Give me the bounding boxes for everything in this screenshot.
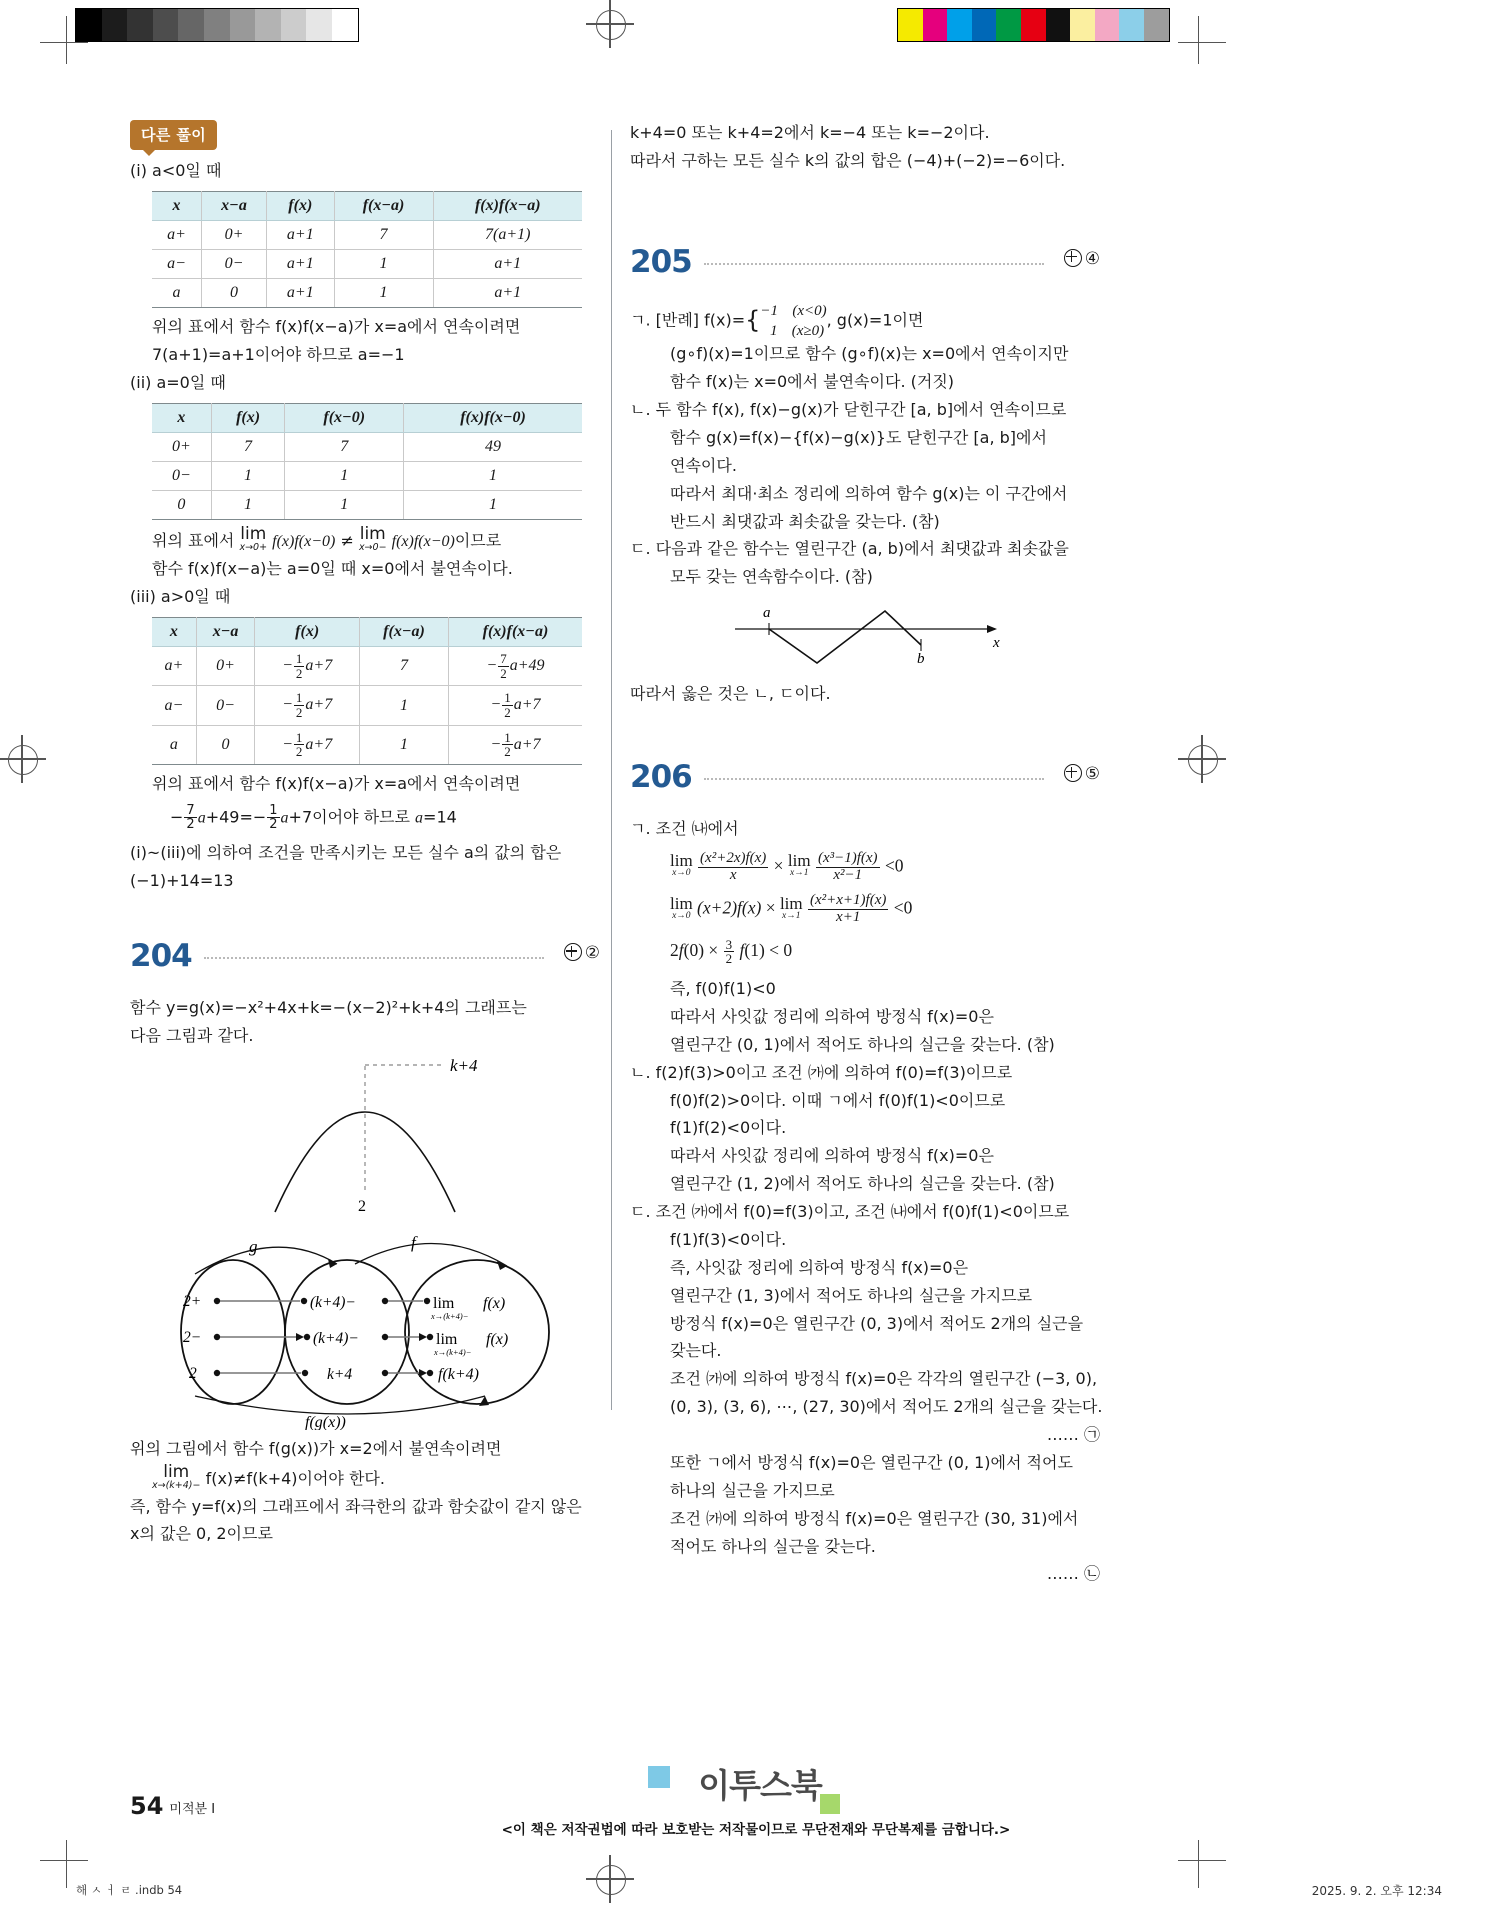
svg-text:(k+4)−: (k+4)− (313, 1329, 359, 1347)
answer-badge: ④ (1064, 249, 1100, 269)
axis-label: 2 (358, 1197, 366, 1214)
alternate-solution-badge: 다른 풀이 (130, 120, 217, 150)
answer-icon (1064, 764, 1082, 782)
p205-b-line-5: 반드시 최댓값과 최솟값을 갖는다. (참) (670, 511, 940, 531)
p206-b-line-3: f(1)f(2)<0이다. (670, 1118, 787, 1138)
table-row: a 0 a+1 1 a+1 (152, 278, 582, 307)
p204-after-4: x의 값은 0, 2이므로 (130, 1524, 273, 1544)
table-row: a+ 0+ − $\frac{1}{2}$ a+7 7 − $\frac{7}{2}$ a+49 (152, 647, 582, 686)
case-2-note-1: 위의 표에서 lim x→0+ f(x)f(x−0) ≠ lim x→0− f(x)f(x−0)이므로 (152, 523, 502, 553)
publisher-logo (660, 1760, 860, 1807)
limit-operator: lim x→0− (358, 523, 387, 553)
p206-c-line-5: 방정식 f(x)=0은 열린구간 (0, 3)에서 적어도 2개의 실근을 (670, 1313, 1084, 1333)
page-footer (130, 1792, 215, 1820)
p206-c-line-2: f(1)f(3)<0이다. (670, 1229, 787, 1249)
conclusion-line-1: (i)~(iii)에 의하여 조건을 만족시키는 모든 실수 a의 값의 합은 (130, 843, 562, 863)
table-row: a− 0− − $\frac{1}{2}$ a+7 1 − $\frac{1}{2}$ a+7 (152, 686, 582, 725)
problem-206-header (630, 759, 1100, 802)
leader-dots (704, 263, 1044, 265)
table-row: a+ 0+ a+1 7 7(a+1) (152, 220, 582, 249)
problem-number: 205 (630, 243, 692, 280)
th: f(x) (267, 191, 334, 220)
right-column (630, 120, 1103, 1589)
svg-text:f(k+4): f(k+4) (438, 1365, 479, 1383)
conclusion-line-2: (−1)+14=13 (130, 871, 234, 891)
p206-c-line-1: ㄷ. 조건 ㈎에서 f(0)=f(3)이고, 조건 ㈏에서 f(0)f(1)<0이므로 (630, 1202, 1070, 1221)
p205-a-line-3: 함수 f(x)는 x=0에서 불연속이다. (거짓) (670, 372, 955, 392)
p206-c-line-3: 즉, 사잇값 정리에 의하여 방정식 f(x)=0은 (670, 1257, 969, 1277)
case-1-label: (i) a<0일 때 (130, 161, 222, 180)
case-2-note-2: 함수 f(x)f(x−a)는 a=0일 때 x=0에서 불연속이다. (152, 559, 513, 579)
p206-equation-1: lim x→0 $\frac{\text{(x²+2x)f(x)}}{x}$ × lim x→1 $\frac{\text{(x³−1)f(x)}}{\text{x²−1}}$ <0 (670, 849, 904, 883)
page-number: 54 (130, 1792, 164, 1820)
case-3-note-2: − $\frac{7}{2}$ a+49=− $\frac{1}{2}$ a+7이어야 하므로 a=14 (170, 802, 457, 833)
th: f(x−a) (334, 191, 433, 220)
p205-a-line-1: ㄱ. [반례] f(x)={ −1 (x<0) 1 (x≥0) , g(x)=1이면 (630, 302, 924, 339)
p205-b-line-1: ㄴ. 두 함수 f(x), f(x)−g(x)가 닫힌구간 [a, b]에서 연속이므로 (630, 400, 1067, 419)
p205-b-line-3: 연속이다. (670, 455, 737, 475)
p206-equation-3: 2f(0) × $\frac{3}{2}$ f(1) < 0 (670, 936, 793, 967)
p206-b-line-4: 따라서 사잇값 정리에 의하여 방정식 f(x)=0은 (670, 1146, 994, 1166)
p206-mark-1: …… ㉠ (1046, 1425, 1100, 1444)
label-x: x (993, 635, 1000, 652)
p205-c-line-1: ㄷ. 다음과 같은 함수는 열린구간 (a, b)에서 최댓값과 최솟값을 (630, 539, 1069, 559)
case-1-note-2: 7(a+1)=a+1이어야 하므로 a=−1 (152, 344, 405, 364)
logo-square-blue (648, 1766, 670, 1788)
th: x−a (201, 191, 266, 220)
indb-filename: 해 ㅅ ㅓ ㄹ .indb 54 (76, 1883, 183, 1897)
svg-text:2: 2 (189, 1364, 197, 1382)
p205-final: 따라서 옳은 것은 ㄴ, ㄷ이다. (630, 684, 831, 704)
color-calibration-bar (897, 8, 1170, 42)
p206-equation-2: lim x→0 (x+2)f(x) × lim x→1 $\frac{\text{(x²+x+1)f(x)}}{x+1}$ <0 (670, 892, 913, 926)
leader-dots (704, 778, 1044, 780)
p206-b-line-5: 열린구간 (1, 2)에서 적어도 하나의 실근을 갖는다. (참) (670, 1174, 1055, 1194)
table-row: 0− 1 1 1 (152, 461, 582, 490)
svg-text:f(x): f(x) (486, 1330, 509, 1348)
cell-fraction: − $\frac{1}{2}$ a+7 (255, 725, 360, 764)
p205-b-line-2: 함수 g(x)=f(x)−{f(x)−g(x)}도 닫힌구간 [a, b]에서 (670, 427, 1047, 447)
limit-operator: lim x→0+ (239, 523, 268, 553)
answer-badge: ② (564, 943, 600, 963)
p204-after-1: 위의 그림에서 함수 f(g(x))가 x=2에서 불연속이려면 (130, 1438, 502, 1458)
arrow-label-f: f (411, 1232, 416, 1252)
case-1-note-1: 위의 표에서 함수 f(x)f(x−a)가 x=a에서 연속이려면 (152, 316, 521, 336)
badge-tail (142, 149, 156, 156)
answer-icon (564, 943, 582, 961)
svg-text:x→(k+4)−: x→(k+4)− (434, 1346, 472, 1357)
cell-fraction: − $\frac{1}{2}$ a+7 (255, 686, 360, 725)
left-column (130, 120, 600, 1549)
copyright-notice: <이 책은 저작권법에 따라 보호받는 저작물이므로 무단전재와 무단복제를 금합니다.> (501, 1822, 1011, 1838)
limit-operator: lim x→(k+4)− (152, 1461, 201, 1491)
svg-text:2+: 2+ (183, 1292, 202, 1310)
parabola-figure (130, 1054, 600, 1214)
r-top-line-1: k+4=0 또는 k+4=2에서 k=−4 또는 k=−2이다. (630, 123, 990, 142)
p205-a-line-2: (g∘f)(x)=1이므로 함수 (g∘f)(x)는 x=0에서 연속이지만 (670, 344, 1069, 364)
answer-icon (1064, 249, 1082, 267)
svg-text:lim: lim (433, 1294, 455, 1312)
problem-204-header (130, 938, 600, 981)
composite-label: f(g(x)) (305, 1413, 346, 1430)
p204-line-2: 다음 그림과 같다. (130, 1025, 254, 1045)
p206-c-line-12: 적어도 하나의 실근을 갖는다. (670, 1536, 876, 1556)
leader-dots (204, 957, 544, 959)
table-row: 0+ 7 7 49 (152, 432, 582, 461)
peak-label: k+4 (450, 1055, 478, 1075)
greyscale-calibration-bar (75, 8, 359, 42)
svg-text:x→(k+4)−: x→(k+4)− (431, 1310, 469, 1321)
svg-text:(k+4)−: (k+4)− (310, 1293, 356, 1311)
p206-c-line-8: (0, 3), (3, 6), ⋯, (27, 30)에서 적어도 2개의 실근을 갖는다. (670, 1397, 1103, 1417)
case-3-note-1: 위의 표에서 함수 f(x)f(x−a)가 x=a에서 연속이려면 (152, 773, 521, 793)
p206-c-line-10: 하나의 실근을 가지므로 (670, 1480, 835, 1500)
case-2-table: x f(x) f(x−0) f(x)f(x−0) 0+ 7 7 49 0− 1 1 1 0 1 1 1 (152, 403, 582, 520)
answer-badge: ⑤ (1064, 764, 1100, 784)
problem-205-header (630, 243, 1100, 287)
mapping-diagram (130, 1220, 600, 1430)
table-row: a− 0− a+1 1 a+1 (152, 249, 582, 278)
problem-number: 206 (630, 759, 692, 795)
p206-c-line-6: 갖는다. (670, 1341, 722, 1361)
p206-mark-2: …… ㉡ (1046, 1564, 1100, 1584)
p206-b-line-2: f(0)f(2)>0이다. 이때 ㄱ에서 f(0)f(1)<0이므로 (670, 1090, 1006, 1110)
case-2-label: (ii) a=0일 때 (130, 372, 226, 392)
cell-fraction: − $\frac{7}{2}$ a+49 (448, 647, 582, 686)
p206-a-line-3: 열린구간 (0, 1)에서 적어도 하나의 실근을 갖는다. (참) (670, 1034, 1055, 1054)
table-row: 0 1 1 1 (152, 490, 582, 519)
svg-text:f(x): f(x) (483, 1294, 506, 1312)
p206-c-line-4: 열린구간 (1, 3)에서 적어도 하나의 실근을 가지므로 (670, 1285, 1033, 1305)
column-divider (611, 130, 612, 1410)
logo-square-green (820, 1794, 840, 1814)
case-3-label: (iii) a>0일 때 (130, 587, 231, 607)
p204-line-1: 함수 y=g(x)=−x²+4x+k=−(x−2)²+k+4의 그래프는 (130, 998, 527, 1018)
p206-a-line-1: 즉, f(0)f(1)<0 (670, 979, 776, 998)
label-a: a (763, 605, 771, 622)
p206-c-line-7: 조건 ㈎에 의하여 방정식 f(x)=0은 각각의 열린구간 (−3, 0), (670, 1369, 1098, 1389)
piecewise-graph-figure (630, 595, 1100, 675)
case-1-table (152, 191, 582, 308)
p206-c-line-9: 또한 ㄱ에서 방정식 f(x)=0은 열린구간 (0, 1)에서 적어도 (670, 1452, 1073, 1472)
p204-after-3: 즉, 함수 y=f(x)의 그래프에서 좌극한의 값과 함숫값이 같지 않은 (130, 1496, 582, 1516)
cell-fraction: − $\frac{1}{2}$ a+7 (448, 725, 582, 764)
logo-text: 이투스북 (698, 1766, 822, 1805)
cell-fraction: − $\frac{1}{2}$ a+7 (448, 686, 582, 725)
r-top-line-2: 따라서 구하는 모든 실수 k의 값의 합은 (−4)+(−2)=−6이다. (630, 150, 1066, 170)
arrow-label-g: g (249, 1236, 258, 1256)
p205-b-line-4: 따라서 최대·최소 정리에 의하여 함수 g(x)는 이 구간에서 (670, 483, 1068, 503)
problem-number: 204 (130, 938, 192, 975)
print-timestamp: 2025. 9. 2. 오후 12:34 (1311, 1884, 1442, 1898)
p204-after-2: lim x→(k+4)− f(x)≠f(k+4)이어야 한다. (152, 1461, 385, 1491)
label-b: b (917, 651, 925, 668)
th: f(x)f(x−a) (433, 191, 582, 220)
subject-label: 미적분 I (169, 1802, 216, 1817)
th: x (152, 191, 201, 220)
table-row: a 0 − $\frac{1}{2}$ a+7 1 − $\frac{1}{2}$ a+7 (152, 725, 582, 764)
svg-text:2−: 2− (183, 1328, 202, 1346)
p206-c-line-11: 조건 ㈎에 의하여 방정식 f(x)=0은 열린구간 (30, 31)에서 (670, 1508, 1079, 1528)
p206-a-line-0: ㄱ. 조건 ㈏에서 (630, 819, 739, 838)
cell-fraction: − $\frac{1}{2}$ a+7 (255, 647, 360, 686)
svg-text:k+4: k+4 (327, 1365, 353, 1383)
p206-a-line-2: 따라서 사잇값 정리에 의하여 방정식 f(x)=0은 (670, 1006, 994, 1026)
svg-text:lim: lim (436, 1330, 458, 1348)
p205-c-line-2: 모두 갖는 연속함수이다. (참) (670, 567, 873, 587)
case-3-table: x x−a f(x) f(x−a) f(x)f(x−a) a+ 0+ − $\frac{1}{2}$ a+7 7 − $\frac{7}{2}$ a+49 a− 0− − $\frac{1}{2}$ a+7 1 − $\frac{1}{2}$ a+7 a 0 − $\frac{1}{2}$ a+7 1 − $\frac{1}{2}$ a+7 (152, 617, 582, 765)
p206-b-line-1: ㄴ. f(2)f(3)>0이고 조건 ㈎에 의하여 f(0)=f(3)이므로 (630, 1062, 1013, 1082)
